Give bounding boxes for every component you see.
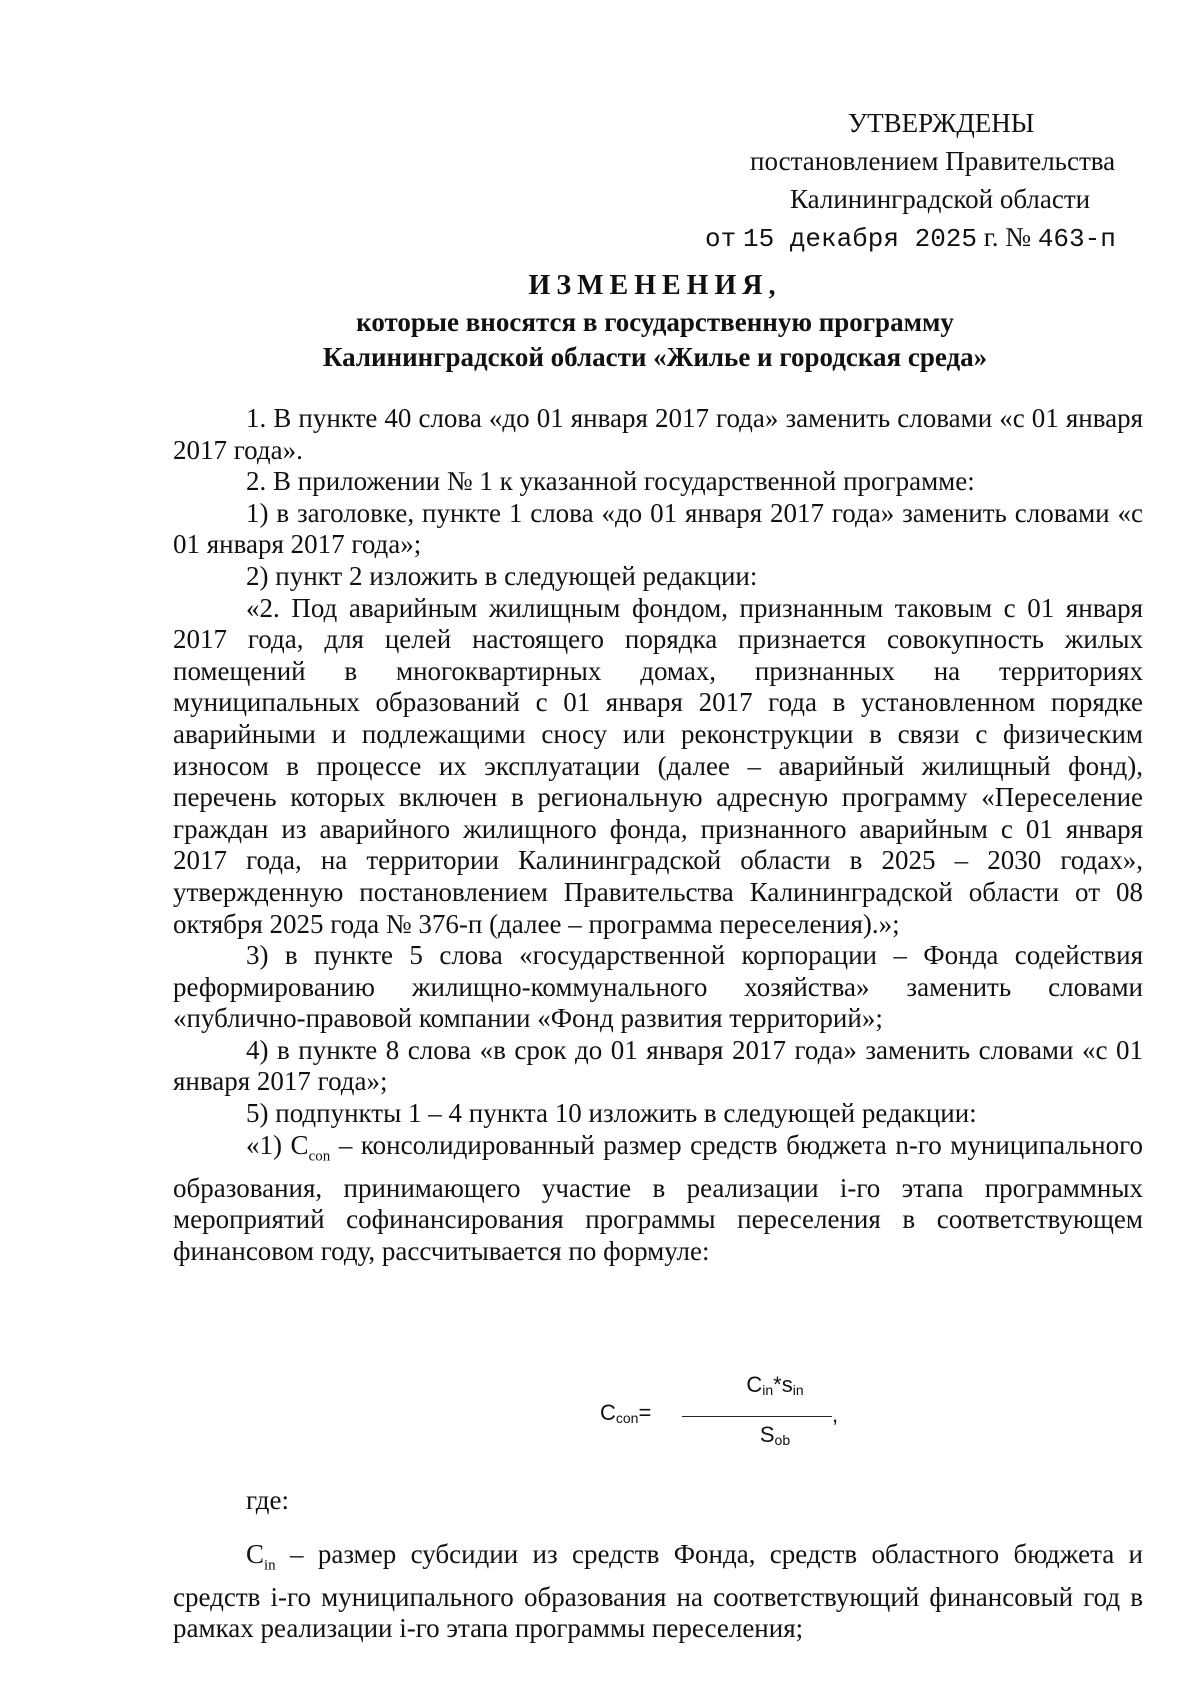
formula-denominator: [710, 1422, 840, 1448]
approval-number: 463-п: [1037, 224, 1116, 254]
paragraph-c-con: [173, 1130, 1143, 1268]
formula-equals: =: [638, 1400, 652, 1425]
title-main: ИЗМЕНЕНИЯ,: [528, 270, 782, 301]
approval-region-line: Калининградской области: [790, 184, 1091, 214]
document-title: [170, 268, 1140, 375]
title-subtitle-1: которые вносятся в государственную программу: [356, 307, 954, 337]
formula-lhs-symbol: C: [600, 1400, 616, 1425]
c-con-subscript: con: [308, 1148, 331, 1165]
c-in-symbol: C: [246, 1538, 265, 1569]
paragraph-2: 2. В приложении № 1 к указанной государственной программе:: [246, 466, 975, 497]
formula-den-symbol: S: [759, 1422, 775, 1447]
formula-num-operator: *s: [773, 1372, 793, 1397]
approval-heading: УТВЕРЖДЕНЫ: [848, 108, 1035, 138]
formula-lhs-subscript: con: [615, 1410, 639, 1426]
formula-num-symbol-1: C: [746, 1372, 763, 1397]
formula-den-subscript: ob: [774, 1432, 791, 1448]
c-in-subscript: in: [264, 1556, 276, 1573]
approval-resolution-line: постановлением Правительства: [750, 146, 1116, 176]
formula-explanation: [173, 1485, 1143, 1645]
formula-comma: ,: [832, 1402, 839, 1427]
c-con-prefix: «1) C: [246, 1129, 309, 1160]
formula-num-subscript-1: in: [762, 1382, 774, 1398]
paragraph-5: «2. Под аварийным жилищным фондом, признанным таковым с 01 января 2017 года, для целей настоящего порядка признается совокупность жилых помещений в многоквартирных домах, признанных на территориях муниципальных образований с 01 января 2017 года в установленном порядке аварийными и подлежащими сносу или реконструкции в связи с физическим износом в процессе их эксплуатации (далее – аварийный жилищный фонд), перечень которых включен в региональную адресную программу «Переселение граждан из аварийного жилищного фонда, признанного аварийным с 01 января 2017 года, на территории Калининградской области в 2025 – 2030 годах», утвержденную постановлением Правительства Калининградской области от 08 октября 2025 года № 376-п (далее – программа переселения).»;: [173, 592, 1143, 939]
paragraph-4: 2) пункт 2 изложить в следующей редакции:: [246, 560, 758, 591]
approval-date-line: [660, 218, 1150, 258]
paragraph-c-in: [173, 1539, 1143, 1645]
approval-from: от: [705, 224, 737, 254]
c-con-text: – консолидированный размер средств бюджета n-го муниципального образования, принимающего участие в реализации i-го этапа программных мероприятий софинансирования программы переселения в соответствующем финансовом году, рассчитывается по формуле:: [173, 1129, 1143, 1266]
approval-year-suffix: г.: [983, 222, 999, 252]
approval-stamp: [660, 104, 1150, 258]
paragraph-7: 4) в пункте 8 слова «в срок до 01 января 2017 года» заменить словами «с 01 января 2017 года»;: [173, 1034, 1143, 1097]
paragraph-8: 5) подпункты 1 – 4 пункта 10 изложить в следующей редакции:: [246, 1098, 977, 1129]
approval-number-sign: №: [1005, 222, 1032, 252]
document-body: [173, 403, 1143, 1267]
paragraph-1: 1. В пункте 40 слова «до 01 января 2017 года» заменить словами «с 01 января 2017 года».: [173, 403, 1143, 465]
formula-fraction-bar: [682, 1416, 832, 1417]
c-in-text: – размер субсидии из средств Фонда, средств областного бюджета и средств i-го муниципального образования на соответствующий финансовый год в рамках реализации i-го этапа программы переселения;: [173, 1538, 1143, 1644]
where-label: где:: [246, 1485, 289, 1515]
paragraph-3: 1) в заголовке, пункте 1 слова «до 01 января 2017 года» заменить словами «с 01 января 2017 года»;: [173, 497, 1143, 560]
paragraph-6: 3) в пункте 5 слова «государственной корпорации – Фонда содействия реформированию жилищно-коммунального хозяйства» заменить словами «публично-правовой компании «Фонд развития территорий»;: [173, 940, 1143, 1034]
formula-c-con: [600, 1372, 860, 1448]
approval-date: 15 декабря 2025: [742, 224, 978, 254]
title-subtitle-2: Калининградской области «Жилье и городская среда»: [322, 342, 988, 372]
formula-numerator: [710, 1372, 840, 1398]
formula-num-subscript-2: in: [792, 1382, 804, 1398]
formula-lhs: [600, 1400, 651, 1426]
